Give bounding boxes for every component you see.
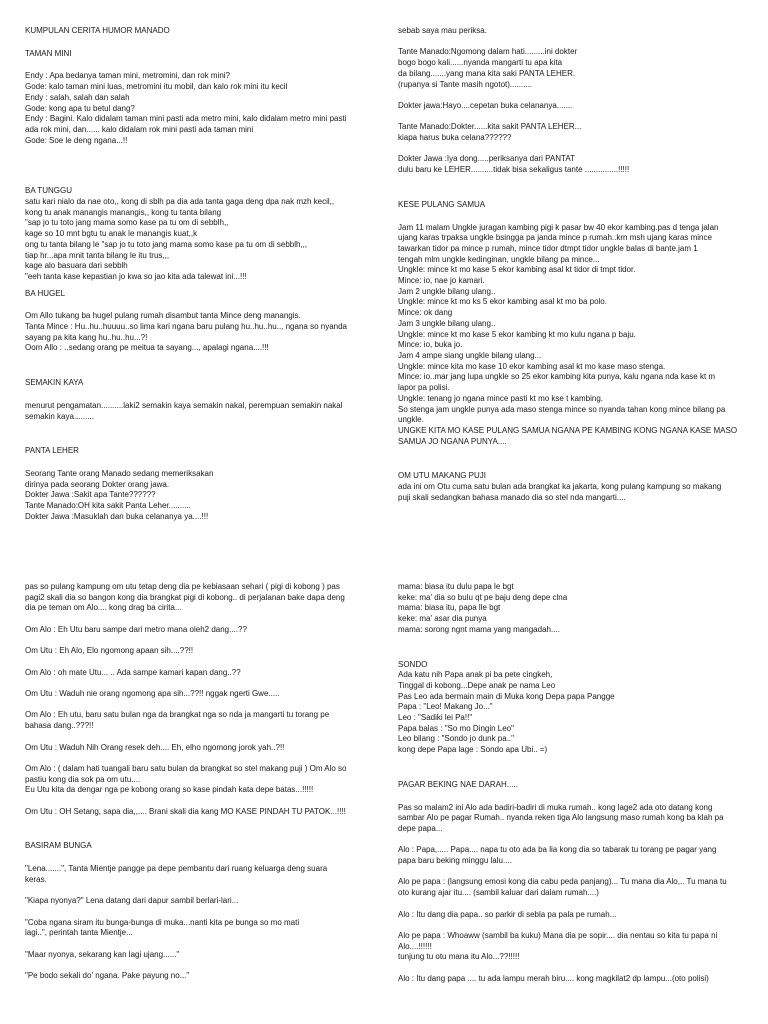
- story-title-sondo: SONDO: [398, 659, 428, 669]
- story-body-kese-pulang: [398, 223, 743, 448]
- text-line: [25, 939, 370, 950]
- text-line: Mince: io..mar jang lupa ungkle so 25 ekor kambing kita punya, kalu ngana nda kase kt m: [398, 372, 716, 382]
- story-body-basiram-bunga: [25, 864, 370, 982]
- text-line: "Coba ngana siram itu bunga-bunga di muka...nanti kita pe bunga so mo mati: [25, 917, 300, 927]
- text-line: [398, 144, 743, 155]
- text-line: tengah mlm ungkle kedinginan, ungkle bilang pa mince...: [398, 254, 600, 264]
- text-line: pagi2 skali dia so bangon kong dia brangkat pigi di kobong.. di perjalanan bake dapa deng: [25, 592, 345, 602]
- story-title-taman-mini: TAMAN MINI: [25, 48, 72, 58]
- text-line: Ungkle: tenang jo ngana mince pasti kt mo kse t kambing.: [398, 393, 603, 403]
- text-line: kiapa harus buka celana??????: [398, 133, 512, 143]
- text-line: depe papa...: [398, 823, 443, 833]
- text-line: Endy : Bagini. Kalo didalam taman mini pasti ada metro mini, kalo didalam metro mini pasti: [25, 114, 347, 124]
- text-line: Tinggal di kobong...Depe anak pe nama Leo: [398, 680, 556, 690]
- text-line: Seorang Tante orang Manado sedang memeriksakan: [25, 468, 214, 478]
- story-title-om-utu: OM UTU MAKANG PUJI: [398, 471, 487, 481]
- story-body-panta-leher-continued: [398, 26, 743, 176]
- text-line: [398, 112, 743, 123]
- text-line: Jam 11 malam Ungkle juragan kambing pigi k pasar bw 40 ekor kambing.pas d tenga jalan: [398, 222, 719, 232]
- text-line: Gode: Soe le deng ngana...!!: [25, 135, 128, 145]
- column-top-left: [25, 26, 370, 523]
- text-line: Dokter Jawa :Sakit apa Tante??????: [25, 490, 156, 500]
- text-line: Dokter Jawa :Iya dong.....periksanya dari PANTAT: [398, 154, 575, 164]
- story-title-semakin-kaya: SEMAKIN KAYA: [25, 378, 84, 388]
- text-line: Tanta Mince : Hu..hu..huuuu..so lima kari ngana baru pulang hu..hu..hu.., ngana so nyanda: [25, 322, 347, 332]
- text-line: Pas so malam2 ini Alo ada badiri-badiri di muka rumah.. kong lage2 ada oto datang kong: [398, 802, 713, 812]
- text-line: Mince: io, buka jo.: [398, 340, 463, 350]
- text-line: SAMUA JO NGANA PUNYA....: [398, 436, 507, 446]
- text-line: sebab saya mau periksa.: [398, 26, 487, 35]
- story-body-om-utu-continued: [25, 582, 370, 817]
- story-body-semakin-kaya: [25, 401, 370, 422]
- text-line: mama: biasa itu, papa lle bgt: [398, 603, 501, 613]
- text-line: keke: ma' asar dia punya: [398, 614, 487, 624]
- text-line: Ada katu nih Papa anak pi ba pete cingkeh,: [398, 670, 553, 680]
- text-line: semakin kaya.........: [25, 411, 94, 421]
- text-line: Ungkle: mince kt mo ks 5 ekor kambing asal kt mo ba polo.: [398, 297, 607, 307]
- text-line: Om Utu : Eh Alo, Elo ngomong apaan sih....??!!: [25, 646, 194, 656]
- text-line: Alo pe papa : Whoaww (sambil ba kuku) Mana dia pe sopir.... dia nentau so kita tu papa ni: [398, 930, 718, 940]
- text-line: Dokter Jawa :Masuklah dan buka celananya ya....!!!: [25, 511, 209, 521]
- text-line: Jam 3 ungkle bilang ulang..: [398, 318, 496, 328]
- text-line: tiap hr...apa mnit tanta bilang le itu trus,,,: [25, 250, 170, 260]
- text-line: Alo : Papa,..... Papa.... napa tu oto ada ba lia kong dia so tabarak tu torang pe pagar yang: [398, 845, 717, 855]
- text-line: [25, 796, 370, 807]
- text-line: dulu baru ke LEHER..........tidak bisa sekaligus tante ...............!!!!!: [398, 165, 630, 175]
- story-body-ba-tunggu: [25, 197, 370, 283]
- story-body-ba-hugel: [25, 311, 370, 354]
- text-line: [25, 907, 370, 918]
- text-line: [25, 614, 370, 625]
- text-line: Om Utu : Waduh nie orang ngomong apa sih...??!! nggak ngerti Gwe.....: [25, 689, 280, 699]
- text-line: Eu Utu kita da dengar nga pe kobong orang so kase pindah kata depe batas...!!!!!: [25, 785, 314, 795]
- text-line: bogo bogo kali......nyanda mangarti tu apa kita: [398, 58, 563, 68]
- text-line: Papa balas : "So mo Dingin Leo": [398, 723, 514, 733]
- story-body-sondo: [398, 670, 743, 756]
- story-body-keke-intro: [398, 582, 743, 636]
- text-line: kage so 10 mnt bgtu tu anak le manangis kuat,,k: [25, 229, 198, 239]
- text-line: UNGKE KITA MO KASE PULANG SAMUA NGANA PE KAMBING KONG NGANA KASE MASO: [398, 425, 738, 435]
- text-line: mama: biasa itu dulu papa le bgt: [398, 582, 514, 591]
- text-line: Leo bilang : "Sondo jo dunk pa..": [398, 734, 514, 744]
- story-body-taman-mini: [25, 71, 370, 146]
- text-line: "Kiapa nyonya?" Lena datang dari dapur sambil berlari-lari...: [25, 896, 239, 906]
- text-line: sambar Alo pe pagar Rumah.. nyanda reken tiga Alo langsung maso rumah kong ba klah pa: [398, 813, 724, 823]
- text-line: [25, 732, 370, 743]
- text-line: mama: sorong ngnt mama yang mangadah....: [398, 624, 560, 634]
- text-line: Pas Leo ada bermain main di Muka kong Depa papa Pangge: [398, 691, 615, 701]
- text-line: kong depe Papa lage : Sondo apa Ubi.. =): [398, 745, 548, 755]
- text-line: [25, 678, 370, 689]
- text-line: Tante Manado:Dokter......kita sakit PANTA LEHER...: [398, 122, 582, 132]
- text-line: [25, 700, 370, 711]
- text-line: Jam 2 ungkle bilang ulang..: [398, 286, 496, 296]
- text-line: Om Alo : Eh Utu baru sampe dari metro mana oleh2 dang....??: [25, 624, 247, 634]
- text-line: Ungkle: mince kt mo kase 5 ekor kambing kt mo kulu ngana p baju.: [398, 329, 636, 339]
- text-line: Ungkle: mince kt mo kase 5 ekor kambing asal kt tidor di tmpt tidor.: [398, 265, 636, 275]
- text-line: [398, 920, 743, 931]
- text-line: Endy : salah, salah dan salah: [25, 92, 130, 102]
- story-title-basiram-bunga: BASIRAM BUNGA: [25, 841, 92, 851]
- text-line: [398, 963, 743, 974]
- text-line: Om Allo tukang ba hugel pulang rumah disambut tanta Mince deng manangis.: [25, 311, 301, 321]
- text-line: bahasa dang..???!!: [25, 721, 94, 731]
- text-line: [25, 886, 370, 897]
- text-line: pastiu kong dia sok pa om utu....: [25, 774, 141, 784]
- text-line: Endy : Apa bedanya taman mini, metromini, dan rok mini?: [25, 71, 230, 81]
- text-line: So stenga jam ungkle punya ada maso stenga mince so nyanda tahan kong mince bilang pa: [398, 404, 726, 414]
- text-line: Alo : Itu dang papa .... tu ada lampu merah biru.... kong magkilat2 dp lampu...(oto polisi): [398, 973, 709, 983]
- text-line: Gode: kong apa tu betul dang?: [25, 103, 135, 113]
- document-title: KUMPULAN CERITA HUMOR MANADO: [25, 26, 170, 35]
- text-line: Gode: kalo taman mini luas, metromini itu mobil, dan kalo rok mini itu kecil: [25, 82, 288, 92]
- text-line: "Pe bodo sekali do' ngana. Pake payung no...": [25, 971, 190, 981]
- text-line: [25, 961, 370, 972]
- column-bottom-left: [25, 582, 370, 982]
- story-title-pagar: PAGAR BEKING NAE DARAH.....: [398, 779, 518, 789]
- text-line: Mince: ok dang: [398, 308, 453, 318]
- text-line: Dokter jawa:Hayo....cepetan buka celananya.......: [398, 100, 573, 110]
- text-line: puji skali sedangkan bahasa manado dia so stel nda mangarti....: [398, 492, 626, 502]
- text-line: Alo pe papa : (langsung emosi kong dia cabu peda panjang)... Tu mana dia Alo,.. Tu mana tu: [398, 877, 727, 887]
- text-line: "sap jo tu toto jang mama somo kase pa tu om di sebblh,,: [25, 218, 229, 228]
- story-body-om-utu: [398, 482, 743, 503]
- text-line: Om Alo : ( dalam hati tuangali baru satu bulan da brangkat so stel makang puji ) Om Alo so: [25, 763, 347, 773]
- text-line: sayang pa kita kang hu..hu..hu...?!: [25, 332, 148, 342]
- text-line: oto kurang ajar itu.... (sambil kaluar dari dalam rumah....): [398, 888, 599, 898]
- text-line: Tante Manado:Ngomong dalam hati.........ini dokter: [398, 47, 578, 57]
- text-line: Mince: io, nae jo kamari.: [398, 276, 485, 286]
- story-title-ba-tunggu: BA TUNGGU: [25, 186, 72, 196]
- text-line: (rupanya si Tante masih ngotot)..........: [398, 79, 533, 89]
- text-line: kage alo basuara dari sebblh: [25, 261, 128, 271]
- story-title-ba-hugel: BA HUGEL: [25, 288, 66, 298]
- text-line: [398, 90, 743, 101]
- text-line: ada ini om Otu cuma satu bulan ada brangkat ka jakarta, kong pulang kampung so makang: [398, 482, 722, 492]
- text-line: Om Utu : Waduh Nih Orang resek deh.... Eh, elho ngomong jorok yah..?!!: [25, 742, 285, 752]
- text-line: ungkle.: [398, 415, 424, 425]
- text-line: dirinya pada seorang Dokter orang jawa.: [25, 479, 170, 489]
- text-line: [25, 753, 370, 764]
- text-line: Alo....!!!!!!: [398, 941, 432, 951]
- text-line: "Lena.......", Tanta Mientje pangge pa depe pembantu dari ruang keluarga deng suara: [25, 864, 328, 874]
- text-line: da bilang.......yang mana kita saki PANTA LEHER.: [398, 68, 576, 78]
- text-line: Jam 4 ampe siang ungkle bilang ulang...: [398, 350, 542, 360]
- text-line: [25, 657, 370, 668]
- text-line: [398, 835, 743, 846]
- text-line: satu kari nialo da nae oto,, kong di sblh pa dia ada tanta gaga deng dpa nak mzh kecil,,: [25, 197, 335, 207]
- text-line: [398, 37, 743, 48]
- text-line: Tante Manado:OH kita sakit Panta Leher..........: [25, 501, 191, 511]
- text-line: Ungkle: mince kita mo kase 10 ekor kambing asal kt mo kase maso stenga.: [398, 361, 666, 371]
- text-line: kong tu anak manangis manangis,, kong tu tanta bilang: [25, 207, 222, 217]
- text-line: [398, 867, 743, 878]
- story-title-panta-leher: PANTA LEHER: [25, 446, 79, 456]
- column-bottom-right: [398, 582, 743, 985]
- text-line: Oom Allo : ..sedang orang pe meitua ta sayang..., apalagi ngana....!!!: [25, 343, 269, 353]
- text-line: ada rok mini, dan...... kalo didalam rok mini pasti ada taman mini: [25, 124, 254, 134]
- text-line: Om Alo : oh mate Utu... .. Ada sampe kamari kapan dang..??: [25, 667, 241, 677]
- text-line: "eeh tanta kase kepastian jo kwa so jao kita ada talewat ini...!!!: [25, 271, 247, 281]
- column-top-right: [398, 26, 743, 503]
- story-title-kese-pulang: KESE PULANG SAMUA: [398, 199, 486, 209]
- story-body-pagar: [398, 803, 743, 985]
- text-line: Om Utu : OH Setang, sapa dia,,.... Brani skali dia kang MO KASE PINDAH TU PATOK...!!!!: [25, 806, 346, 816]
- text-line: ujang karas trpaksa ungkle bsingga pa janda mince p rumah..krn msh ujang karas mince: [398, 233, 712, 243]
- text-line: ong tu tanta bilang le "sap jo tu toto jang mama somo kase pa tu om di sebblh,,,: [25, 239, 308, 249]
- text-line: papa baru beking minggu lalu....: [398, 856, 512, 866]
- text-line: keras.: [25, 874, 47, 884]
- text-line: pas so pulang kampung om utu tetap deng dia pe kebiasaan sehari ( pigi di kobong ) pas: [25, 582, 340, 591]
- text-line: lagi..", perintah tanta Mientje...: [25, 928, 133, 938]
- text-line: tunjung tu otu mana itu Alo...??!!!!!: [398, 952, 520, 962]
- text-line: Alo : Itu dang dia papa.. so parkir di sebla pa pala pe rumah...: [398, 909, 617, 919]
- text-line: menurut pengamatan..........laki2 semakin kaya semakin nakal, perempuan semakin nakal: [25, 400, 343, 410]
- text-line: Om Alo : Eh utu, baru satu bulan nga da brangkat nga so nda ja mangarti tu torang pe: [25, 710, 330, 720]
- text-line: [25, 636, 370, 647]
- text-line: tawarkan tidor pa mince p rumah, mince tidor dtmpt tidor ungkle balas di bante.jam 1: [398, 243, 698, 253]
- text-line: keke: ma' dia so bulu qt pe baju deng depe clna: [398, 592, 568, 602]
- text-line: Leo : "Sadiki lei Pa!!": [398, 713, 473, 723]
- text-line: Papa : "Leo! Makang Jo...": [398, 702, 493, 712]
- text-line: "Maar nyonya, sekarang kan lagi ujang......": [25, 949, 180, 959]
- story-body-panta-leher: [25, 469, 370, 523]
- text-line: dia pe teman om Alo.... kong drag ba cirita...: [25, 603, 182, 613]
- text-line: lapor pa polisi.: [398, 383, 450, 393]
- text-line: [398, 899, 743, 910]
